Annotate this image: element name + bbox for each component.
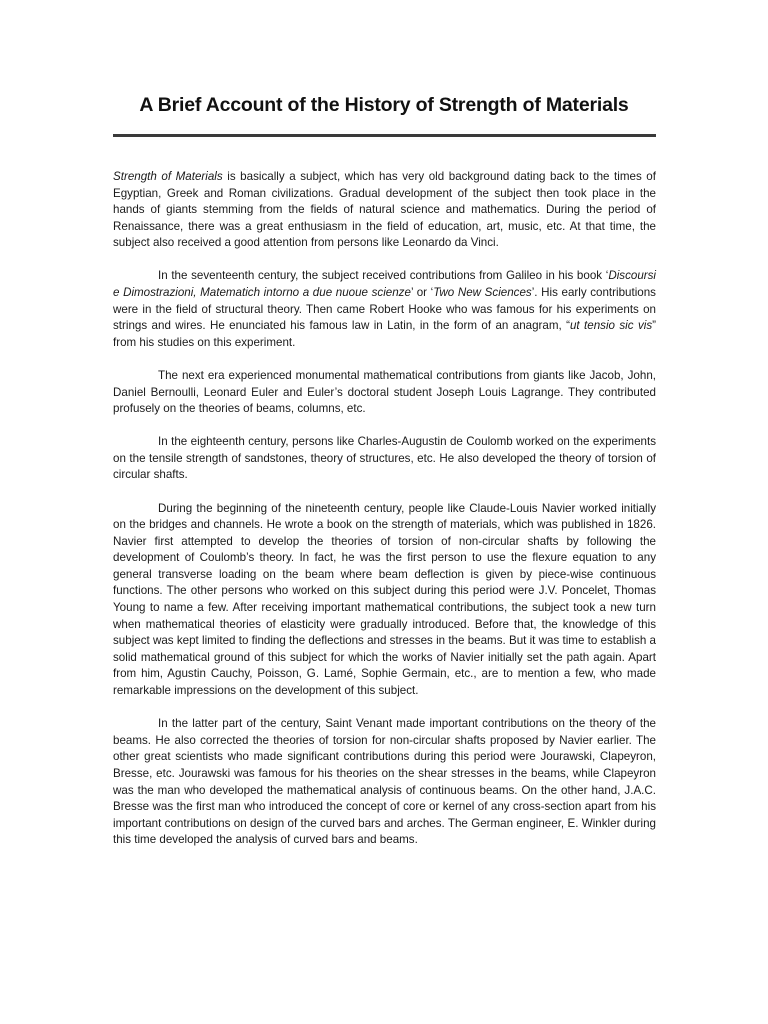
paragraph-1	[113, 169, 656, 252]
text-run: In the seventeenth century, the subject received contributions from Galileo in his book ‘	[158, 269, 609, 283]
title-underline-rule	[113, 134, 656, 137]
paragraph-4	[113, 434, 656, 484]
paragraph-2	[113, 268, 656, 351]
document-title: A Brief Account of the History of Strength of Materials	[139, 94, 629, 116]
paragraph-5	[113, 501, 656, 700]
text-run: In the latter part of the century, Saint Venant made important contributions on the theory of the beams. He also corrected the theories of torsion for non-circular shafts proposed by Navier earlier. The other great scientists who made significant contributions during this period were Jourawski, Clapeyron, Bresse, etc. Jourawski was famous for his theories on the shear stresses in the beams, while Clapeyron was the man who developed the mathematical analysis of continuous beams. On the other hand, J.A.C. Bresse was the first man who introduced the concept of core or kernel of any cross-section apart from his important contributions on design of the curved bars and arches. The German engineer, E. Winkler during this time developed the analysis of curved bars and beams.	[113, 717, 656, 847]
text-run: The next era experienced monumental mathematical contributions from giants like Jacob, John, Daniel Bernoulli, Leonard Euler and Euler’s doctoral student Joseph Louis Lagrange. They contributed profusely on the theories of beams, columns, etc.	[113, 368, 656, 416]
paragraph-6	[113, 716, 656, 849]
italic-text: ut tensio sic vis	[569, 319, 653, 333]
italic-text: Strength of Materials	[113, 170, 223, 183]
text-run: is basically a subject, which has very old background dating back to the times of Egyptian, Greek and Roman civilizations. Gradual development of the subject then took place in the hands of giants stemming from the fields of natural science and mathematics. During the period of Renaissance, there was a great enthusiasm in the field of education, art, music, etc. At that time, the subject also received a good attention from persons like Leonardo da Vinci.	[113, 170, 656, 250]
text-run: ’ or ‘	[410, 286, 434, 300]
document-body	[113, 169, 656, 865]
text-run: ’. His early contributions were in the field of structural theory. Then came Robert Hooke who was famous for his experiments on strings and wires. He enunciated his famous law in Latin, in the form of an anagram, “	[113, 286, 656, 333]
text-run: In the eighteenth century, persons like Charles-Augustin de Coulomb worked on the experiments on the tensile strength of sandstones, theory of structures, etc. He also developed the theory of torsion of circular shafts.	[113, 435, 656, 482]
text-run: During the beginning of the nineteenth century, people like Claude-Louis Navier worked initially on the bridges and channels. He wrote a book on the strength of materials, which was published in 1826. Navier first attempted to develop the theories of torsion of non-circular shafts by following the development of Coulomb’s theory. In fact, he was the first person to use the flexure equation to any general transverse loading on the beam where beam deflection is given by piece-wise continuous functions. The other persons who worked on this subject during this period were J.V. Poncelet, Thomas Young to name a few. After receiving important mathematical contributions, the subject took a new turn when mathematical theories of elasticity were gradually introduced. Before that, the knowledge of this subject was kept limited to finding the deflections and stresses in the beams. But it was time to establish a solid mathematical ground of this subject for which the works of Navier initially set the path again. Apart from him, Agustin Cauchy, Poisson, G. Lamé, Sophie Germain, etc., are to mention a few, who made remarkable impressions on the development of this subject.	[113, 501, 656, 698]
italic-text: Two New Sciences	[433, 286, 532, 300]
italic-text: Discoursi e Dimostrazioni, Matematich intorno a due nuoue scienze	[113, 269, 656, 300]
paragraph-3	[113, 368, 656, 418]
text-run: ” from his studies on this experiment.	[113, 319, 656, 349]
